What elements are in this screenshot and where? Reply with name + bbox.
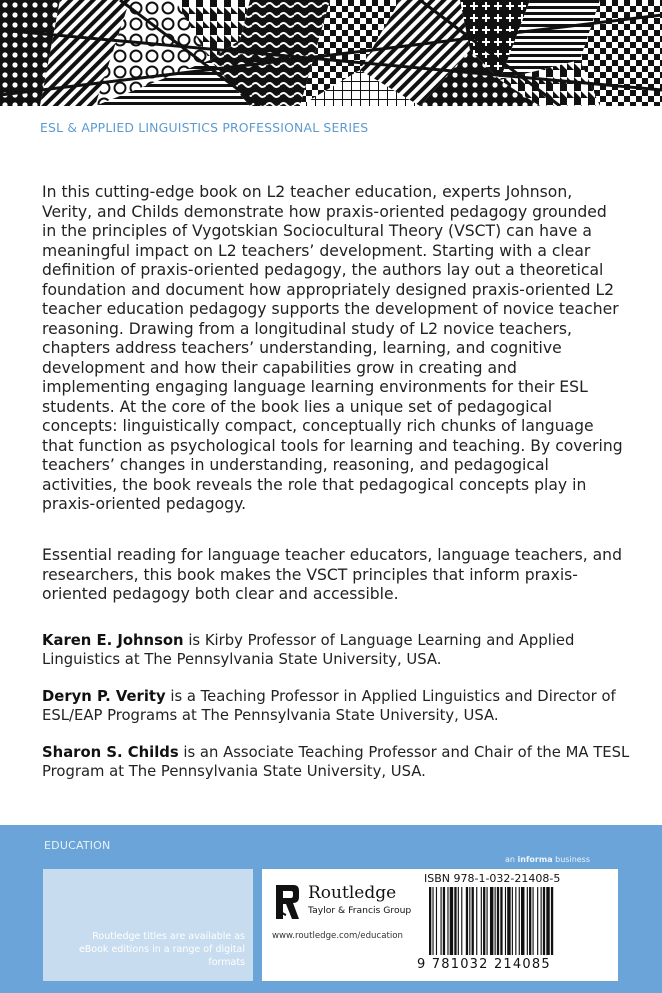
author-bio-text: is an Associate Teaching Professor and Chair of the MA TESL Program at The Pennsylvania State University, USA.	[42, 744, 630, 780]
barcode-number: 9 781032 214085	[417, 957, 551, 972]
author-bio-verity	[42, 687, 632, 725]
author-name: Deryn P. Verity	[42, 688, 166, 705]
informa-brand: informa	[517, 855, 553, 864]
author-bio-text: is Kirby Professor of Language Learning and Applied Linguistics at The Pennsylvania State University, USA.	[42, 632, 575, 668]
barcode-bar	[551, 887, 553, 955]
publisher-barcode-panel	[262, 869, 618, 981]
barcode-bar	[497, 887, 499, 955]
barcode-bar	[466, 887, 468, 955]
barcode-bar	[443, 887, 445, 955]
barcode-bar	[432, 887, 433, 955]
barcode-bar	[487, 887, 488, 955]
barcode-bar	[521, 887, 524, 955]
barcode-bar	[537, 887, 538, 955]
informa-suffix: business	[552, 855, 591, 864]
barcode-bar	[500, 887, 502, 955]
barcode-bar	[429, 887, 431, 955]
barcode-bar	[472, 887, 474, 955]
publisher-url: www.routledge.com/education	[272, 931, 403, 941]
barcode-bar	[436, 887, 437, 955]
barcode-bar	[441, 887, 442, 955]
barcode-bar	[529, 887, 531, 955]
barcode-bar	[454, 887, 456, 955]
barcode-bar	[507, 887, 510, 955]
author-bio-johnson	[42, 631, 632, 669]
barcode-bar	[481, 887, 482, 955]
informa-prefix: an	[505, 855, 518, 864]
barcode-bar	[476, 887, 477, 955]
barcode-bar	[505, 887, 506, 955]
routledge-logo-icon	[272, 881, 302, 923]
barcode-bar	[519, 887, 520, 955]
barcode-bar	[483, 887, 485, 955]
barcode-bar	[490, 887, 493, 955]
audience-statement: Essential reading for language teacher educators, language teachers, and researchers, this book makes the VSCT principles that inform praxis-oriented pedagogy both clear and accessible.	[42, 546, 622, 603]
ebook-note: Routledge titles are available as eBook editions in a range of digital formats	[78, 931, 245, 968]
barcode-bar	[512, 887, 513, 955]
publisher-name: Routledge	[308, 883, 397, 903]
barcode-bar	[541, 887, 542, 955]
barcode-bar	[461, 887, 462, 955]
barcode-bar	[543, 887, 545, 955]
author-name: Karen E. Johnson	[42, 632, 184, 649]
isbn-text: ISBN 978-1-032-21408-5	[424, 872, 561, 885]
barcode-bar	[527, 887, 528, 955]
barcode-bar	[447, 887, 448, 955]
informa-tagline	[505, 855, 590, 864]
barcode-bar	[458, 887, 459, 955]
author-name: Sharon S. Childs	[42, 744, 179, 761]
series-title: ESL & APPLIED LINGUISTICS PROFESSIONAL SERIES	[40, 120, 369, 135]
subject-category: EDUCATION	[44, 839, 111, 852]
book-description: In this cutting-edge book on L2 teacher education, experts Johnson, Verity, and Childs demonstrate how praxis-oriented pedagogy grounded in the principles of Vygotskian Sociocultural Theory (VSCT) can have a meaningful impact on L2 teachers’ development. Starting with a clear definition of praxis-oriented pedagogy, the authors lay out a theoretical foundation and document how appropriately designed praxis-oriented L2 teacher education pedagogy supports the development of novice teacher reasoning. Drawing from a longitudinal study of L2 novice teachers, chapters address teachers’ understanding, learning, and cognitive development and how their capabilities grow in creating and implementing engaging language learning environments for their ESL students. At the core of the book lies a unique set of pedagogical concepts: linguistically compact, conceptually rich chunks of language that function as psychological tools for learning and teaching. By covering teachers’ changes in understanding, reasoning, and pedagogical activities, the book reveals the role that pedagogical concepts play in praxis-oriented pedagogy.	[42, 183, 623, 513]
barcode-icon	[427, 887, 613, 957]
barcode-bar	[533, 887, 534, 955]
barcode-bar	[546, 887, 549, 955]
ebook-panel	[43, 869, 253, 981]
barcode-bar	[450, 887, 453, 955]
author-bio-childs	[42, 743, 632, 781]
barcode-bar	[469, 887, 470, 955]
barcode-bar	[495, 887, 496, 955]
footer-band	[0, 825, 662, 993]
publisher-group: Taylor & Francis Group	[308, 905, 412, 916]
decorative-pattern-header	[0, 0, 662, 106]
barcode-bar	[515, 887, 516, 955]
author-bio-text: is a Teaching Professor in Applied Linguistics and Director of ESL/EAP Programs at The Pennsylvania State University, USA.	[42, 688, 616, 724]
